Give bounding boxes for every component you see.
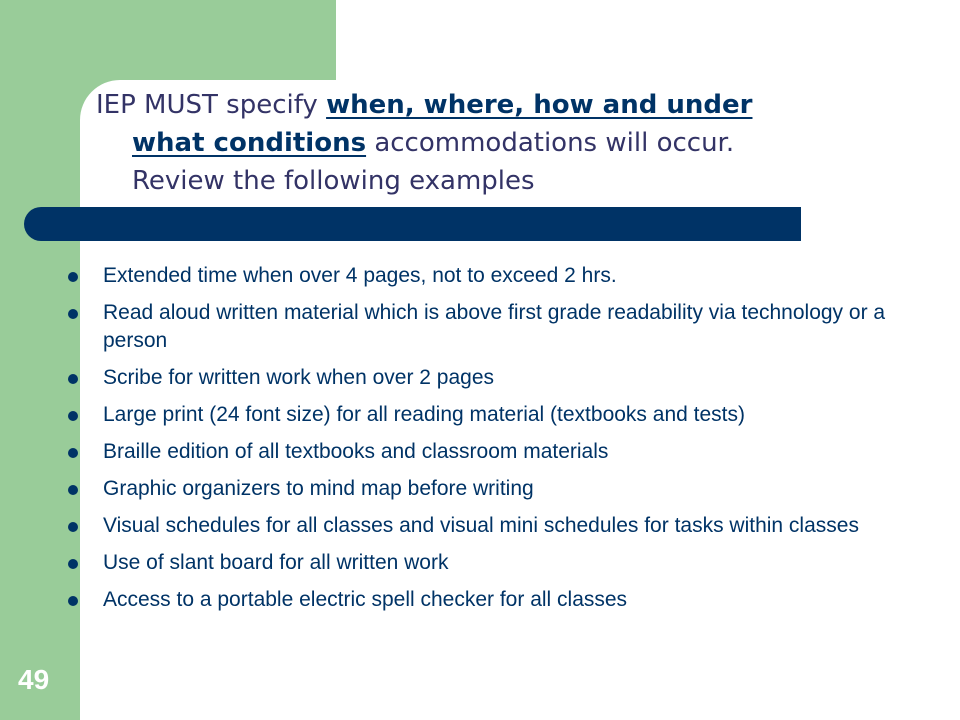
bullet-icon	[68, 485, 78, 495]
list-item	[66, 299, 926, 355]
title-emphasis-2: what conditions	[132, 128, 367, 158]
list-item-text: Large print (24 font size) for all reading material (textbooks and tests)	[103, 403, 745, 426]
title-line-1	[96, 86, 856, 124]
list-item-text: Braille edition of all textbooks and classroom materials	[103, 440, 609, 463]
list-item-text: Read aloud written material which is above first grade readability via technology or a person	[103, 301, 886, 352]
list-item-text: Scribe for written work when over 2 pages	[103, 366, 495, 389]
title-line-2	[96, 124, 856, 162]
list-item-text: Visual schedules for all classes and visual mini schedules for tasks within classes	[103, 514, 859, 537]
list-item	[66, 475, 926, 503]
slide-number: 49	[18, 664, 50, 695]
list-item-text: Extended time when over 4 pages, not to exceed 2 hrs.	[103, 264, 617, 287]
list-item-text: Graphic organizers to mind map before writing	[103, 477, 534, 500]
bullet-icon	[68, 559, 78, 569]
list-item	[66, 364, 926, 392]
top-decorative-band	[80, 0, 336, 80]
list-item	[66, 401, 926, 429]
bullet-icon	[68, 596, 78, 606]
bullet-icon	[68, 411, 78, 421]
list-item-text: Use of slant board for all written work	[103, 551, 449, 574]
title-line-3: Review the following examples	[132, 166, 535, 196]
bullet-icon	[68, 272, 78, 282]
title-prefix: IEP MUST specify	[96, 90, 327, 120]
list-item	[66, 438, 926, 466]
title-suffix: accommodations will occur.	[366, 128, 735, 158]
bullet-icon	[68, 522, 78, 532]
bullet-icon	[68, 448, 78, 458]
list-item	[66, 262, 926, 290]
list-item	[66, 549, 926, 577]
list-item	[66, 586, 926, 614]
list-item	[66, 512, 926, 540]
bullet-icon	[68, 309, 78, 319]
accommodations-list	[66, 262, 926, 623]
title-emphasis-1: when, where, how and under	[326, 90, 753, 120]
title-underline-bar	[24, 207, 801, 241]
slide-title	[96, 86, 856, 200]
list-item-text: Access to a portable electric spell checker for all classes	[103, 588, 628, 611]
bullet-icon	[68, 374, 78, 384]
